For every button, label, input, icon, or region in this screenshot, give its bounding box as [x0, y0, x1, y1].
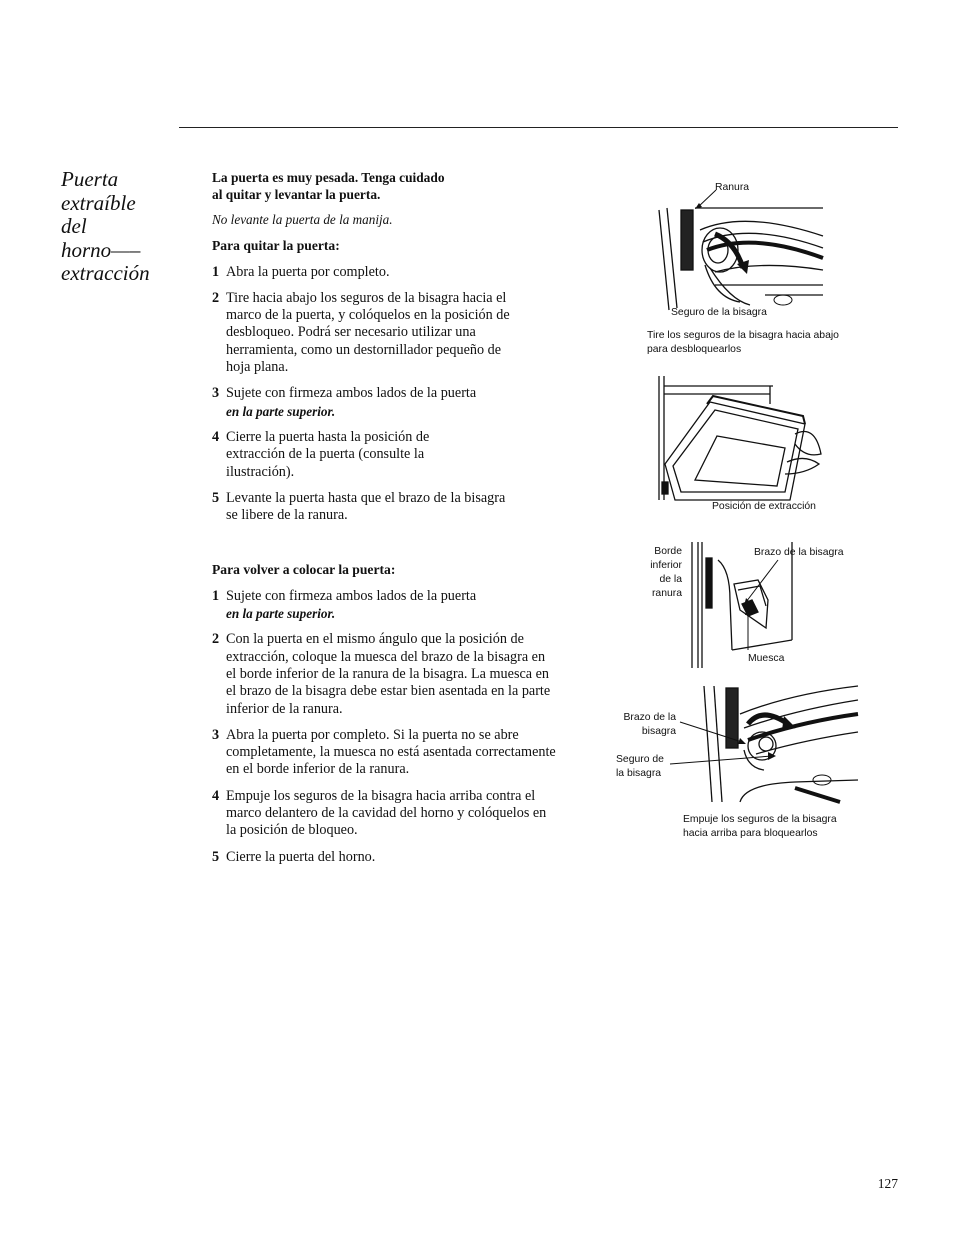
- removal-position-illustration: [655, 374, 825, 502]
- replace-heading: Para volver a colocar la puerta:: [212, 562, 396, 578]
- label-brazo-bisagra-2: Brazo de la bisagra: [623, 712, 676, 737]
- leader-line: [678, 720, 748, 746]
- section-title: Puerta extraíble del horno—– extracción: [61, 167, 150, 285]
- remove-steps: [212, 264, 552, 525]
- label-ranura: Ranura: [715, 182, 750, 193]
- list-item: 2 Con la puerta en el mismo ángulo que la posición de extracción, coloque la muesca del brazo de la bisagra en el borde inferior de la ranura de la bisagra. La muesca en el brazo de la bisagra debe estar bien asentada en la parte inferior de la ranura.: [212, 631, 551, 717]
- label-brazo-bisagra: Brazo de la bisagra: [754, 547, 844, 558]
- page-number: 127: [877, 1176, 898, 1191]
- figure-caption: Empuje los seguros de la bisagra hacia arriba para bloquearlos: [683, 814, 837, 839]
- figure-caption: Tire los seguros de la bisagra hacia abajo para desbloquearlos: [647, 330, 839, 355]
- list-item: 4 Empuje los seguros de la bisagra hacia arriba contra el marco delantero de la cavidad del horno y colóquelos en la posición de bloqueo.: [212, 787, 547, 839]
- list-item: 5 Levante la puerta hasta que el brazo de la bisagra se libere de la ranura.: [212, 489, 506, 524]
- list-item: 3 Sujete con firmeza ambos lados de la puerta en la parte superior.: [212, 385, 477, 419]
- instructions-column: [212, 169, 556, 866]
- header-rule: [179, 127, 898, 128]
- list-item: 4 Cierre la puerta hasta la posición de extracción de la puerta (consulte la ilustración).: [212, 428, 430, 480]
- label-seguro-bisagra: Seguro de la bisagra: [671, 307, 767, 318]
- list-item: 1 Abra la puerta por completo.: [212, 263, 390, 280]
- leader-line: [742, 606, 754, 652]
- label-muesca: Muesca: [748, 653, 785, 664]
- list-item: 3 Abra la puerta por completo. Si la puerta no se abre completamente, la muesca no está asentada correctamente en el borde inferior de la ranura.: [212, 726, 556, 778]
- list-item: 5 Cierre la puerta del horno.: [212, 848, 376, 865]
- label-borde-inferior: Borde inferior de la ranura: [650, 546, 682, 599]
- list-item: 2 Tire hacia abajo los seguros de la bisagra hacia el marco de la puerta, y colóquelos en la posición de desbloqueo. Podrá ser necesario utilizar una herramienta, como un destornillador pequeño de hoja plana.: [212, 289, 510, 376]
- leader-line: [740, 558, 780, 608]
- label-seguro-bisagra-2: Seguro de la bisagra: [616, 754, 664, 779]
- leader-line: [694, 188, 718, 210]
- figure-caption: Posición de extracción: [712, 501, 816, 512]
- note-text: No levante la puerta de la manija.: [212, 212, 393, 227]
- replace-steps: [212, 587, 556, 866]
- remove-heading: Para quitar la puerta:: [212, 238, 340, 254]
- list-item: 1 Sujete con firmeza ambos lados de la puerta en la parte superior.: [212, 587, 477, 622]
- hinge-unlock-illustration: [655, 190, 830, 315]
- warning-text: La puerta es muy pesada. Tenga cuidado al quitar y levantar la puerta.: [212, 170, 445, 202]
- leader-line: [668, 750, 778, 768]
